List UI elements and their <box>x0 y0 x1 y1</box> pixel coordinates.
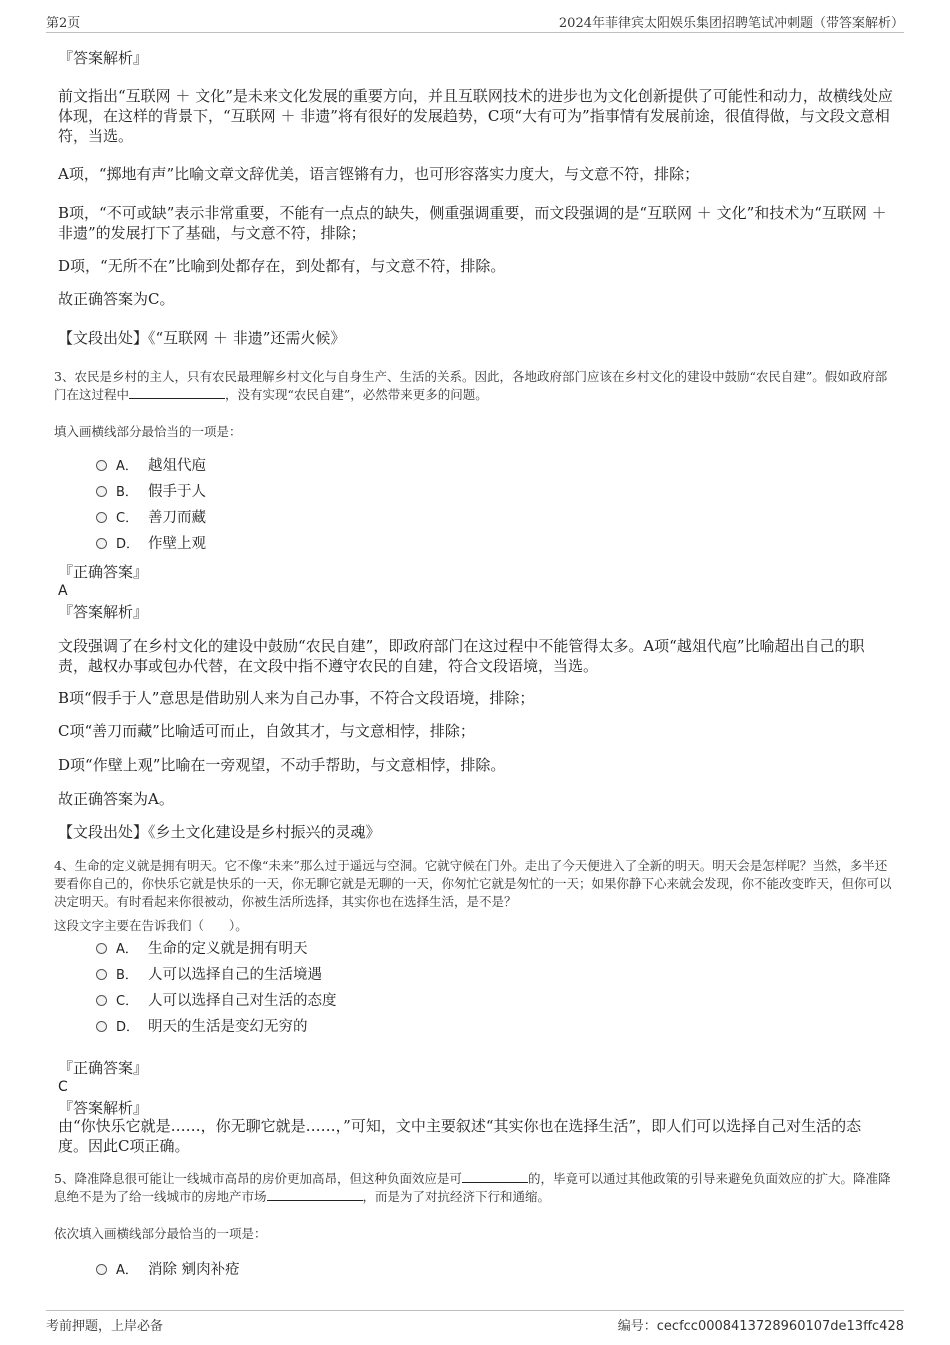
radio-icon[interactable] <box>96 538 107 549</box>
q3-option-a[interactable]: A． 越俎代庖 <box>96 457 206 476</box>
q3-stem: 3、农民是乡村的主人，只有农民最理解乡村文化与自身生产、生活的关系。因此，各地政府部门应该在乡村文化的建设中鼓励“农民自建”。假如政府部门在这过程中 ，没有实现“农民自建”，必然带来更多的问题。 <box>54 369 888 402</box>
q2-analysis-pD: D项，“无所不在”比喻到处都存在，到处都有，与文意不符，排除。 <box>58 257 506 275</box>
q4-analysis-label: 『答案解析』 <box>58 1099 149 1117</box>
q3-correct-label: 『正确答案』 <box>58 563 149 581</box>
q5-prompt: 依次填入画横线部分最恰当的一项是： <box>54 1226 267 1241</box>
q2-source: 【文段出处】《“互联网 ＋ 非遗”还需火候》 <box>58 329 346 347</box>
q2-conclusion: 故正确答案为C。 <box>58 290 175 308</box>
q2-analysis-label: 『答案解析』 <box>58 49 149 67</box>
q3-analysis-pC: C项“善刀而藏”比喻适可而止，自敛其才，与文意相悖，排除； <box>58 722 475 740</box>
page-number: 第2页 <box>46 16 81 31</box>
q4-option-c[interactable]: C． 人可以选择自己对生活的态度 <box>96 992 337 1011</box>
q3-analysis-pD: D项“作壁上观”比喻在一旁观望，不动手帮助，与文意相悖，排除。 <box>58 756 506 774</box>
q4-stem: 4、生命的定义就是拥有明天。它不像“未来”那么过于遥远与空洞。它就守候在门外。走出了今天便进入了全新的明天。明天会是怎样呢？当然，多半还要看你自己的，你快乐它就是快乐的一天，你无聊它就是无聊的一天，你匆忙它就是匆忙的一天；如果你静下心来就会发现，你不能改变昨天，但你可以决定明天。有时看起来你很被动，你被生活所选择，其实你也在选择生活，是不是？ <box>54 858 892 909</box>
q3-source: 【文段出处】《乡土文化建设是乡村振兴的灵魂》 <box>58 823 381 841</box>
q2-analysis-p1: 前文指出“互联网 ＋ 文化”是未来文化发展的重要方向，并且互联网技术的进步也为文化创新提供了可能性和动力，故横线处应体现，在这样的背景下，“互联网 ＋ 非遗”将有很好的发展趋势，C项“大有可为”指事情有发展前途，很值得做，与文段文意相符，当选。 <box>58 87 893 145</box>
radio-icon[interactable] <box>96 512 107 523</box>
q3-analysis-label: 『答案解析』 <box>58 603 149 621</box>
document-code: 编号：cecfcc0008413728960107de13ffc428 <box>617 1319 904 1334</box>
q5-option-a[interactable]: A． 消除 剜肉补疮 <box>96 1261 240 1280</box>
page-header <box>46 12 904 33</box>
q3-analysis-pB: B项“假手于人”意思是借助别人来为自己办事，不符合文段语境，排除； <box>58 689 535 707</box>
q4-prompt: 这段文字主要在告诉我们（ ）。 <box>54 918 248 933</box>
footer-slogan: 考前押题，上岸必备 <box>46 1319 164 1334</box>
q3-option-c[interactable]: C． 善刀而藏 <box>96 509 206 528</box>
q4-option-a[interactable]: A． 生命的定义就是拥有明天 <box>96 940 308 959</box>
radio-icon[interactable] <box>96 969 107 980</box>
radio-icon[interactable] <box>96 943 107 954</box>
document-title: 2024年菲律宾太阳娱乐集团招聘笔试冲刺题（带答案解析） <box>558 16 904 31</box>
page-footer <box>46 1310 904 1335</box>
q3-correct-answer: A <box>58 583 68 599</box>
q4-correct-label: 『正确答案』 <box>58 1059 149 1077</box>
radio-icon[interactable] <box>96 1264 107 1275</box>
q2-analysis-pA: A项，“掷地有声”比喻文章文辞优美，语言铿锵有力，也可形容落实力度大，与文意不符，排除； <box>58 165 700 183</box>
q5-stem: 5、降准降息很可能让一线城市高昂的房价更加高昂，但这种负面效应是可 的，毕竟可以通过其他政策的引导来避免负面效应的扩大。降准降息绝不是为了给一线城市的房地产市场 ，而是为了对抗经济下行和通缩。 <box>54 1171 891 1204</box>
q3-analysis-p1: 文段强调了在乡村文化的建设中鼓励“农民自建”，即政府部门在这过程中不能管得太多。A项“越俎代庖”比喻超出自己的职责，越权办事或包办代替，在文段中指不遵守农民的自建，符合文段语境，当选。 <box>58 637 865 675</box>
q5-blank-1 <box>462 1170 528 1183</box>
q3-conclusion: 故正确答案为A。 <box>58 790 174 808</box>
radio-icon[interactable] <box>96 460 107 471</box>
q3-option-d[interactable]: D． 作壁上观 <box>96 535 206 554</box>
q4-option-b[interactable]: B． 人可以选择自己的生活境遇 <box>96 966 322 985</box>
q5-blank-2 <box>267 1188 363 1201</box>
radio-icon[interactable] <box>96 995 107 1006</box>
q3-option-b[interactable]: B． 假手于人 <box>96 483 206 502</box>
q4-analysis-p1: 由“你快乐它就是……，你无聊它就是……，”可知，文中主要叙述“其实你也在选择生活”，即人们可以选择自己对生活的态度。因此C项正确。 <box>58 1117 862 1155</box>
q3-prompt: 填入画横线部分最恰当的一项是： <box>54 424 242 439</box>
q4-option-d[interactable]: D． 明天的生活是变幻无穷的 <box>96 1018 308 1037</box>
radio-icon[interactable] <box>96 1021 107 1032</box>
q3-blank <box>129 386 225 399</box>
q4-correct-answer: C <box>58 1079 68 1095</box>
radio-icon[interactable] <box>96 486 107 497</box>
q2-analysis-pB: B项，“不可或缺”表示非常重要，不能有一点点的缺失，侧重强调重要，而文段强调的是“互联网 ＋ 文化”和技术为“互联网 ＋ 非遗”的发展打下了基础，与文意不符，排除； <box>58 204 887 242</box>
